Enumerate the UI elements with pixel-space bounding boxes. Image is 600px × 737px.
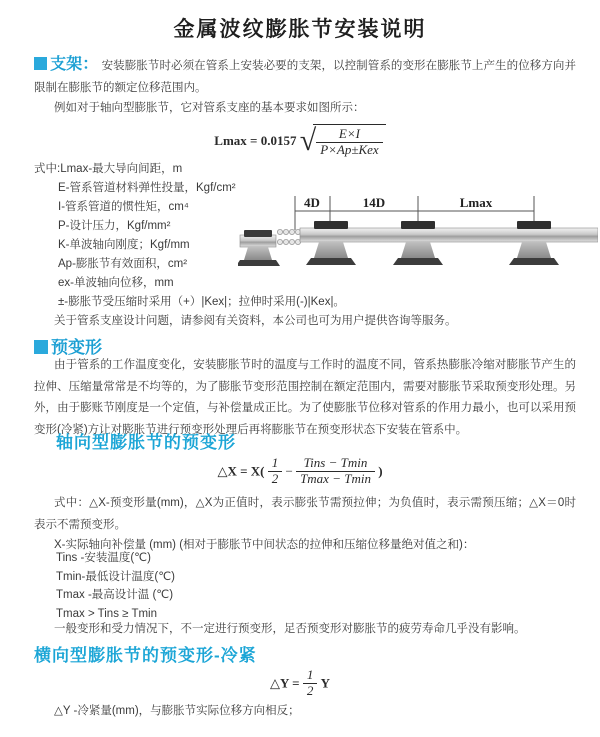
definition-line: 式中:Lmax-最大导向间距，m (34, 163, 183, 175)
minus-sign: − (285, 463, 293, 479)
lateral-formula-pre: △Y = (270, 675, 300, 691)
half-fraction (303, 668, 318, 699)
blue-square-icon (34, 340, 48, 354)
temp-definition-line: Tmax -最高设计温 (℃) (56, 589, 174, 602)
pipe-support-diagram (238, 190, 598, 290)
anchor-saddle (244, 230, 272, 237)
support-heading-label: 支架： (50, 56, 99, 73)
dimension-label-lmax: Lmax (459, 195, 493, 210)
half-numerator: 1 (268, 456, 283, 472)
lmax-fraction (316, 127, 383, 158)
prestrain-body-paragraph: 由于管系的工作温度变化，安装膨胀节时的温度与工作时的温度不同，管系热膨胀冷缩对膨胀节产生的拉伸、压缩量常常是不均等的，为了膨胀节变形范围控制在额定范围内，需要对膨胀节采取预变形处理。另外，由于膨账节刚度是一个定值，与补偿量成正比。为了使膨胀节位移对管系的作用力最小，也可以采用预变形(冷紧)方让对膨胀节进行预变形处理后再将膨胀节在预变形状态下安装在管系中。 (34, 359, 576, 436)
definition-line: E-管系管道材料弹性投量，Kgf/cm² (58, 182, 236, 194)
axial-prestrain-subheading: 轴向型膨胀节的预变形 (56, 433, 236, 452)
lateral-prestrain-subheading: 横向型膨胀节的预变形-冷紧 (34, 646, 257, 665)
support-note-line: 关于管系支座设计问题，请参阅有关资料，本公司也可为用户提供咨询等服务。 (54, 315, 457, 327)
axial-explain-paragraph: 式中：△X-预变形量(mm)，△X为正值时，表示膨张节需预拉伸；为负值时，表示需预压缩；△X＝0时表示不需预变形。 (34, 497, 576, 531)
radical-sign: √ (299, 123, 317, 157)
guide-support (509, 221, 559, 265)
half-denominator: 2 (306, 682, 314, 698)
definition-line: P-设计压力，Kgf/mm² (58, 220, 171, 232)
radicand (313, 124, 386, 158)
bellows-coils (277, 229, 300, 244)
lateral-explain-line: △Y -冷紧量(mm)，与膨胀节实际位移方向相反； (54, 705, 300, 717)
support-intro-text: 安装膨胀节时必须在管系上安装必要的支架，以控制管系的变形在膨胀节上产生的位移方向并限制在膨胀节的额定位移范围内。 (34, 60, 576, 94)
main-pipe (300, 228, 598, 242)
axial-formula-post: ) (378, 463, 383, 479)
definition-line: Ap-膨胀节有效面积，cm² (58, 258, 188, 270)
anchor-base (238, 260, 280, 266)
page-title: 金属波纹膨胀节安装说明 (173, 18, 427, 41)
guide-support (393, 221, 443, 265)
support-heading (34, 56, 98, 73)
axial-x-definition: X-实际轴向补偿量 (mm) (相对于膨胀节中间状态的拉伸和压缩位移量绝对值之和)： (54, 539, 475, 551)
lateral-formula-post: Y (320, 675, 330, 691)
support-example-line: 例如对于轴向型膨胀节，它对管系支座的基本要求如图所示： (54, 102, 365, 114)
half-denominator: 2 (271, 470, 279, 486)
temperature-definitions (0, 549, 600, 624)
lmax-denominator: P×Ap±Kex (320, 141, 379, 157)
temp-definition-line: Tmin-最低设计温度(℃) (56, 570, 175, 583)
lmax-numerator: E×I (316, 127, 383, 143)
definition-line: ex-单波轴向位移，mm (58, 277, 174, 289)
temperature-denominator: Tmax − Tmin (300, 470, 371, 486)
axial-prestrain-formula (0, 456, 600, 487)
half-numerator: 1 (303, 668, 318, 684)
axial-formula-pre: △X = X( (217, 463, 265, 479)
lmax-formula-lhs: Lmax = 0.0157 (214, 132, 297, 148)
temp-definition-line: Tins -安装温度(℃) (56, 552, 151, 564)
prestrain-heading-label: 预变形 (51, 338, 102, 357)
guide-support (306, 221, 356, 265)
dimension-label-4d: 4D (304, 195, 320, 210)
support-intro-paragraph (0, 54, 600, 99)
temp-definition-line: Tmax > Tins ≥ Tmin (56, 608, 157, 621)
definition-line: ±-膨胀节受压缩时采用（+）|Kex|；拉伸时采用(-)|Kex|。 (58, 296, 345, 308)
anchor-stand (244, 247, 272, 260)
definition-line: I-管系管道的惯性矩，cm⁴ (58, 201, 189, 213)
blue-square-icon (34, 57, 47, 70)
definition-line: K-单波轴向刚度；Kgf/mm (58, 239, 190, 251)
half-fraction (268, 456, 283, 487)
dimension-label-14d: 14D (362, 195, 386, 210)
axial-note-line: 一般变形和受力情况下，不一定进行预变形，足否预变形对膨胀节的疲劳寿命几乎没有影响。 (54, 623, 526, 635)
temperature-fraction (296, 456, 375, 487)
lateral-prestrain-formula (0, 668, 600, 699)
temperature-numerator: Tins − Tmin (296, 456, 375, 472)
lmax-formula (0, 124, 600, 158)
